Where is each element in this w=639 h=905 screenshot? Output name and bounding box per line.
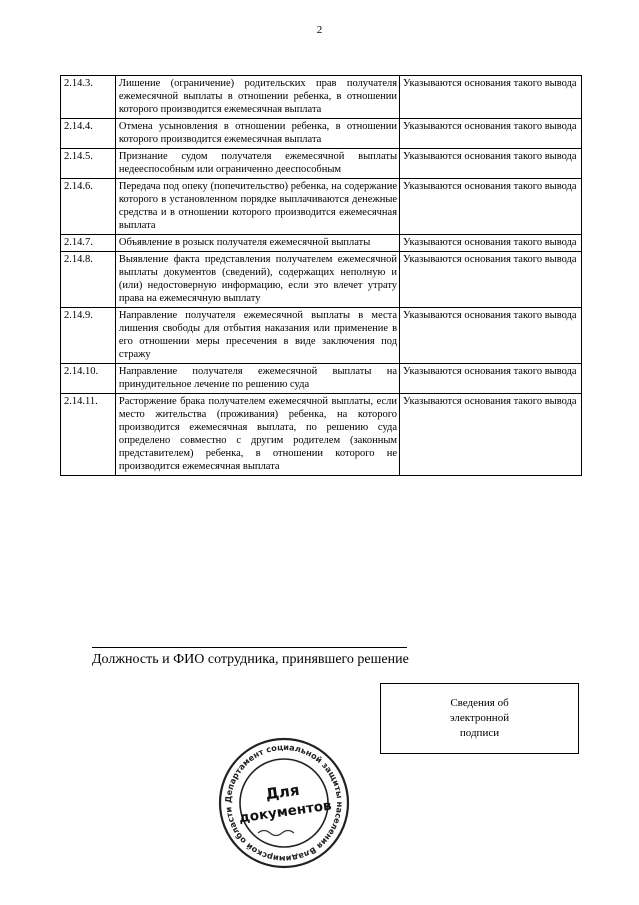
electronic-signature-text: Сведения об электронной подписи <box>449 697 510 739</box>
stamp-scribble <box>258 831 294 836</box>
row-number: 2.14.11. <box>61 394 116 476</box>
row-number: 2.14.5. <box>61 149 116 179</box>
table-row <box>61 76 582 119</box>
table-row <box>61 149 582 179</box>
table-row <box>61 394 582 476</box>
table-row <box>61 308 582 364</box>
row-basis: Указываются основания такого вывода <box>400 179 582 235</box>
row-basis: Указываются основания такого вывода <box>400 364 582 394</box>
row-number: 2.14.4. <box>61 119 116 149</box>
row-basis: Указываются основания такого вывода <box>400 252 582 308</box>
row-description: Отмена усыновления в отношении ребенка, в отношении которого производится ежемесячная выплата <box>115 119 399 149</box>
row-basis: Указываются основания такого вывода <box>400 76 582 119</box>
row-basis: Указываются основания такого вывода <box>400 235 582 252</box>
row-basis: Указываются основания такого вывода <box>400 308 582 364</box>
row-number: 2.14.6. <box>61 179 116 235</box>
signature-line <box>92 647 407 648</box>
row-description: Направление получателя ежемесячной выплаты в места лишения свободы для отбытия наказания или применение в его отношении меры пресечения в виде заключения под стражу <box>115 308 399 364</box>
row-description: Расторжение брака получателем ежемесячной выплаты, если место жительства (проживания) ребенка, на которого производится ежемесячная выплата, по решению суда определено совместно с другим родителем (законным представителем) ребенка, в отношении которого не производится ежемесячная выплата <box>115 394 399 476</box>
row-number: 2.14.10. <box>61 364 116 394</box>
stamp-center-line1: Для <box>264 780 301 804</box>
row-number: 2.14.3. <box>61 76 116 119</box>
table-row <box>61 179 582 235</box>
row-number: 2.14.9. <box>61 308 116 364</box>
row-description: Направление получателя ежемесячной выплаты на принудительное лечение по решению суда <box>115 364 399 394</box>
electronic-signature-box <box>380 683 579 754</box>
row-description: Передача под опеку (попечительство) ребенка, на содержание которого в установленном порядке выплачиваются денежные средства и в отношении которого производится ежемесячная выплата <box>115 179 399 235</box>
row-basis: Указываются основания такого вывода <box>400 394 582 476</box>
row-description: Объявление в розыск получателя ежемесячной выплаты <box>115 235 399 252</box>
official-stamp <box>218 737 350 869</box>
stamp-ring-text: Департамент социальной защиты населения Владимирской области <box>222 741 346 865</box>
signature-caption: Должность и ФИО сотрудника, принявшего решение <box>92 652 409 667</box>
decision-table <box>60 75 582 476</box>
row-basis: Указываются основания такого вывода <box>400 149 582 179</box>
row-basis: Указываются основания такого вывода <box>400 119 582 149</box>
row-description: Признание судом получателя ежемесячной выплаты недееспособным или ограниченно дееспособным <box>115 149 399 179</box>
table-row <box>61 364 582 394</box>
table-row <box>61 252 582 308</box>
row-description: Лишение (ограничение) родительских прав получателя ежемесячной выплаты в отношении ребенка, в отношении которого производится ежемесячная выплата <box>115 76 399 119</box>
stamp-center-line2: документов <box>237 797 333 827</box>
table-row <box>61 235 582 252</box>
row-number: 2.14.7. <box>61 235 116 252</box>
row-number: 2.14.8. <box>61 252 116 308</box>
table-row <box>61 119 582 149</box>
page-number: 2 <box>316 24 323 36</box>
row-description: Выявление факта представления получателем ежемесячной выплаты документов (сведений), содержащих неполную и (или) недостоверную информацию, если это влечет утрату права на ежемесячную выплату <box>115 252 399 308</box>
